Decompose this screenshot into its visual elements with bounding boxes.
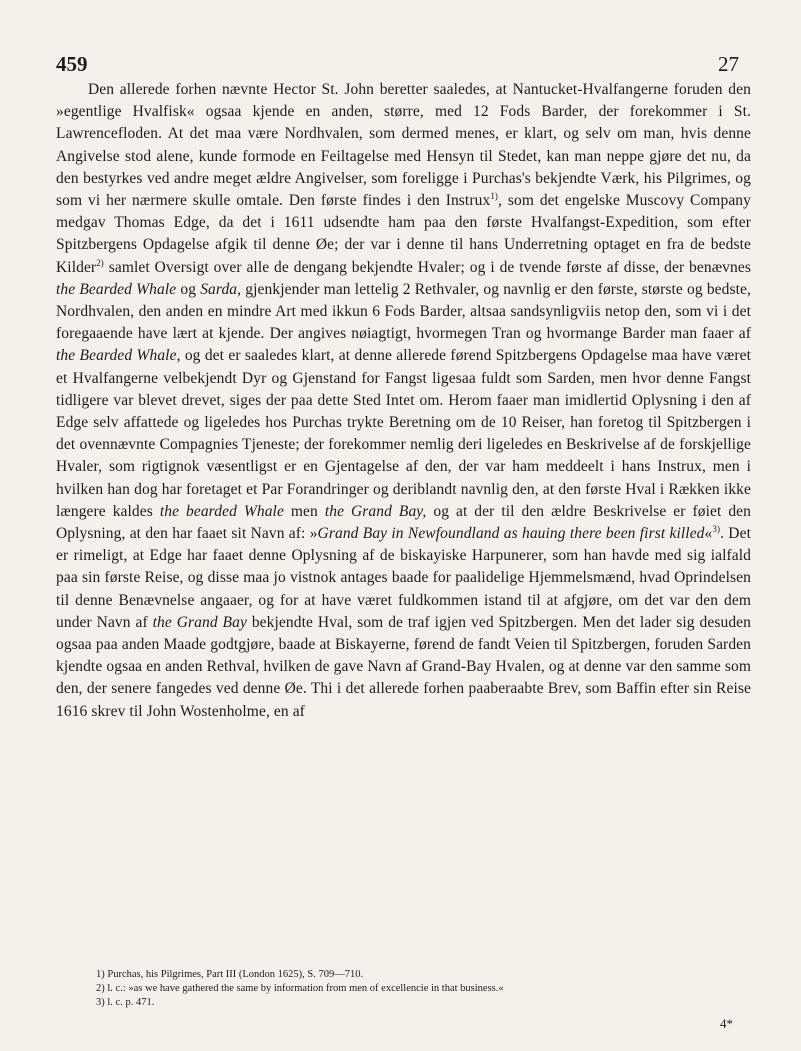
footnotes: [96, 968, 751, 1010]
text-run: . Det er rimeligt, at Edge har faaet denne Oplysning af de biskayiske Harpunerer, som han havde med sig ialfald paa sin første Reise, og disse maa jo vistnok antages baade for paalidelige Hjemmelsmænd, hvad Oprindelsen til denne Benævnelse angaaer, og for at have været fuldkommen istand til at afgjøre, om det var den dem under Navn af: [56, 525, 751, 631]
footnote-text: l. c.: »as we have gathered the same by information from men of excellencie in that business.«: [107, 983, 504, 994]
italic-term: the Bearded Whale: [56, 347, 177, 365]
text-run: , gjenkjender man lettelig 2 Rethvaler, og navnlig er den første, største og bedste, Nordhvalen, den anden en mindre Art med ikkun 6 Fods Barder, altsaa sandsynligviis netop den, som vi i det foregaaende have lært at kjende. Der angives nøiagtigt, hvormegen Tran og hvormange Barder man faaer af: [56, 280, 751, 343]
footnote-1: [96, 968, 751, 982]
text-run: bekjendte Hval, som de traf igjen ved Spitzbergen. Men det lader sig desuden ogsaa paa anden Maade godtgjøre, baade at Biskayerne, førend de fandt Veien til Spitzbergen, foruden Sarden kjendte ogsaa en anden Rethval, hvilken de gave Navn af Grand-Bay Hvalen, og at denne var den samme som den, der senere fangedes ved denne Øe. Thi i det allerede forhen paaberaabte Brev, som Baffin efter sin Reise 1616 skrev til John Wostenholme, en af: [56, 613, 752, 720]
footnote-text: Purchas, his Pilgrimes, Part III (London 1625), S. 709—710.: [107, 969, 364, 980]
italic-term: the Grand Bay: [152, 613, 247, 631]
signature-mark: 4*: [720, 1016, 733, 1031]
footnote-ref-2: 2): [96, 257, 104, 268]
italic-term: the bearded Whale: [159, 502, 284, 520]
page-number-right: 27: [718, 52, 739, 76]
text-run: Den allerede forhen nævnte Hector St. John beretter saaledes, at Nantucket-Hvalfangerne foruden den »egentlige Hvalfisk« ogsaa kjende en anden, større, med 12 Fods Barder, der forekommer i St. Lawrencefloden. At det maa være Nordhvalen, som dermed menes, er klart, og selv om man, hvis denne Angivelse stod alene, kunde formode en Feiltagelse med Hensyn til Stedet, kan man neppe gjøre det nu, da den bestyrkes ved andre meget ældre Angivelser, som foreligge i Purchas's bekjendte Værk, his Pilgrimes, og som vi her nærmere skulle omtale. Den første findes i den Instrux: [56, 81, 751, 210]
text-run: og: [176, 280, 201, 298]
footnote-text: l. c. p. 471.: [107, 997, 155, 1008]
text-run: og at der til den ældre Beskrivelse er føiet den Oplysning, at den har faaet sit Navn af: »: [56, 502, 751, 543]
page-number-left: 459: [56, 52, 88, 76]
footnote-ref-3: 3): [712, 523, 721, 534]
italic-term: the Bearded Whale: [56, 280, 177, 298]
footnote-mark: 3): [96, 997, 105, 1008]
footnote-mark: 1): [96, 969, 105, 980]
footnote-2: [96, 982, 751, 996]
text-run: men: [283, 502, 325, 520]
main-paragraph: [56, 79, 751, 723]
text-run: samlet Oversigt over alle de dengang bekjendte Hvaler; og i de tvende første af disse, der benævnes: [103, 258, 751, 276]
text-run: , og det er saaledes klart, at denne allerede førend Spitzbergens Opdagelse maa have været et Hvalfangerne velbekjendt Dyr og Gjenstand for Fangst ligesaa fuldt som Sarden, men hvor denne Fangst tidligere var blevet drevet, siges der paa dette Sted Intet om. Herom faaer man imidlertid Oplysning i den af Edge selv affattede og ligeledes hos Purchas trykte Beretning om de 10 Reiser, han foretog til Spitzbergen i det ovennævnte Compagnies Tjeneste; der forekommer nemlig deri ligeledes en Beskrivelse af de forskjellige Hvaler, som rigtignok væsentligst er en Gjentagelse af den, der var ham meddeelt i hans Instrux, men i hvilken han dog har foretaget et Par Forandringer og deriblandt navnlig den, at den første Hval i Rækken ikke længere kaldes: [56, 347, 751, 520]
italic-term: the Grand Bay,: [324, 502, 427, 520]
footnote-ref-1: 1): [490, 190, 499, 201]
italic-quote: Grand Bay in Newfoundland as hauing there been first killed: [317, 525, 705, 543]
text-run: «: [704, 525, 713, 543]
text-run: , som det engelske Muscovy Company medgav Thomas Edge, da det i 1611 udsendte ham paa den første Hvalfangst-Expedition, som efter Spitzbergens Opdagelse afgik til denne Øe; der var i denne til hans Underretning optaget en fra de bedste Kilder: [56, 192, 751, 276]
footnote-3: [96, 996, 751, 1010]
italic-term: Sarda: [200, 280, 238, 298]
footnote-mark: 2): [96, 983, 105, 994]
